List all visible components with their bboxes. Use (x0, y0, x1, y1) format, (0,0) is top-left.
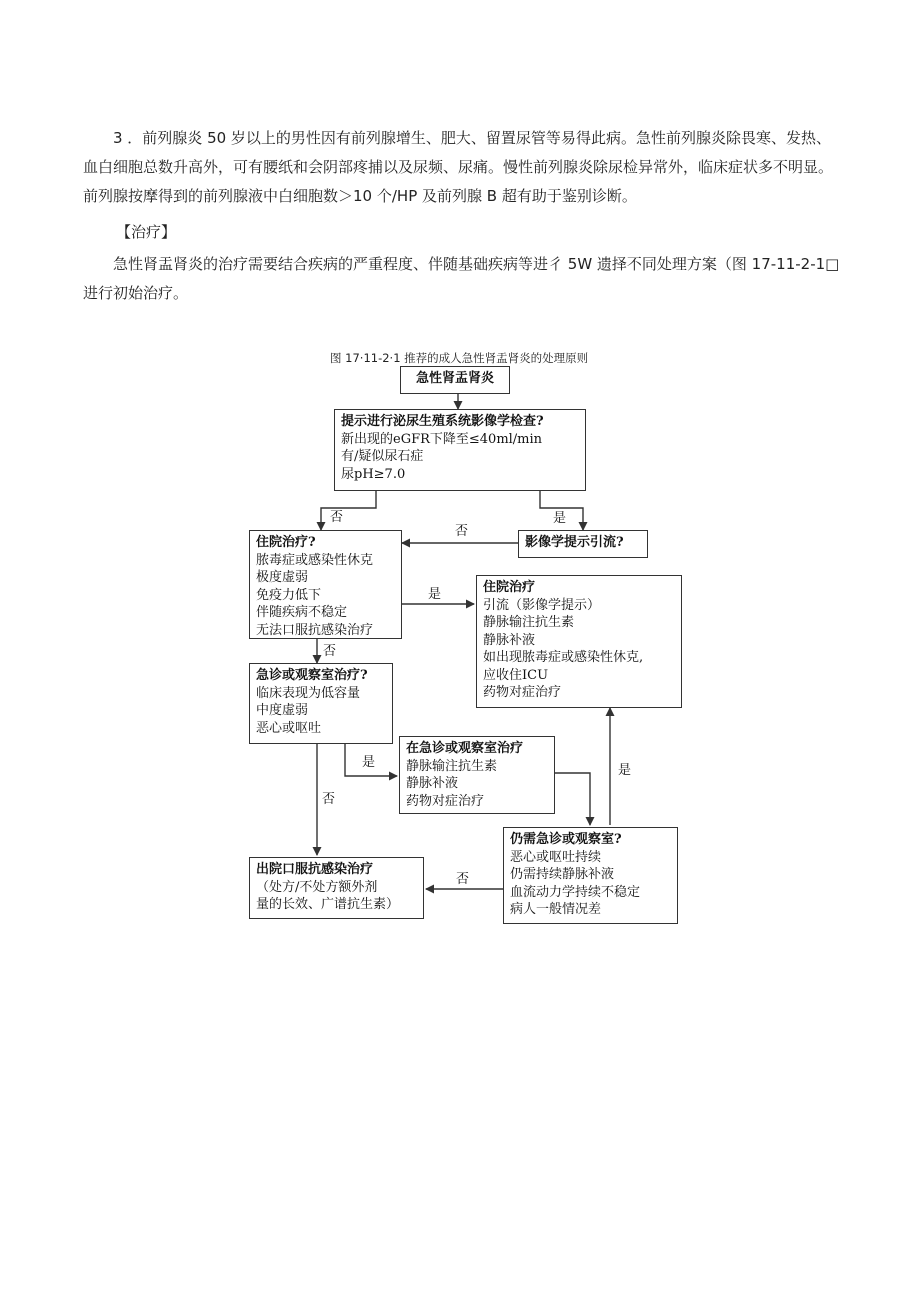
paragraph-line: 3 ．前列腺炎 50 岁以上的男性因有前列腺增生、肥大、留置尿管等易得此病。急性前列腺炎除畏寒、发热、 (113, 129, 831, 147)
paragraph-line: 前列腺按摩得到的前列腺液中白细胞数＞10 个/HP 及前列腺 B 超有助于鉴别诊断。 (83, 187, 637, 205)
box-item: 静脉输注抗生素 (406, 758, 498, 774)
box-item: 有/疑似尿石症 (341, 449, 424, 464)
box-title: 影像学提示引流? (525, 535, 624, 550)
label-yes: 是 (428, 587, 442, 602)
box-title: 提示进行泌尿生殖系统影像学检查? (341, 414, 544, 429)
box-imaging-check (334, 409, 586, 491)
box-item: 如出现脓毒症或感染性休克, (483, 650, 644, 665)
box-title: 急诊或观察室治疗? (256, 668, 368, 683)
box-title: 住院治疗 (483, 580, 536, 595)
label-no: 否 (455, 524, 469, 539)
box-item: 静脉补液 (406, 776, 459, 791)
box-hospital-treatment (476, 575, 682, 708)
box-item: 无法口服抗感染治疗 (256, 622, 374, 638)
box-still-need-er (503, 827, 678, 924)
figure-caption: 图 17·11-2·1 推荐的成人急性肾盂肾炎的处理原则 (330, 351, 589, 365)
box-item: 中度虚弱 (256, 703, 309, 718)
box-item: （处方/不处方额外剂 (256, 879, 378, 895)
arrow-er-treat-to-still-er (555, 773, 590, 825)
box-item: 病人一般情况差 (510, 902, 602, 917)
box-title: 急性肾盂肾炎 (415, 371, 494, 386)
box-item: 应收住ICU (483, 667, 549, 683)
box-item: 脓毒症或感染性休克 (256, 552, 374, 568)
label-yes: 是 (553, 511, 567, 526)
box-item: 药物对症治疗 (483, 685, 562, 700)
box-hospitalization-question (249, 530, 402, 639)
box-item: 临床表现为低容量 (256, 685, 361, 701)
box-item: 新出现的eGFR下降至≤40ml/min (341, 431, 543, 447)
box-item: 血流动力学持续不稳定 (510, 884, 641, 900)
label-yes: 是 (362, 755, 376, 770)
box-item: 量的长效、广谱抗生素） (256, 897, 400, 912)
box-er-observation-treatment (399, 736, 555, 814)
label-no: 否 (456, 872, 470, 887)
box-item: 恶心或呕吐 (256, 720, 322, 736)
paragraph-line: 血白细胞总数升高外，可有腰纸和会阴部疼捕以及尿频、尿痛。慢性前列腺炎除尿检异常外，临床症状多不明显。 (83, 158, 834, 176)
box-item: 仍需持续静脉补液 (510, 867, 615, 882)
box-title: 住院治疗? (256, 535, 316, 550)
label-no: 否 (330, 510, 344, 525)
box-item: 伴随疾病不稳定 (256, 605, 348, 620)
box-item: 药物对症治疗 (406, 793, 485, 809)
label-no: 否 (323, 644, 337, 659)
box-item: 静脉补液 (483, 632, 536, 648)
box-item: 免疫力低下 (256, 587, 322, 603)
box-item: 极度虚弱 (256, 570, 309, 585)
label-no: 否 (322, 792, 336, 807)
box-drainage-question (518, 530, 648, 558)
box-title: 仍需急诊或观察室? (510, 832, 622, 847)
box-er-observation-question (249, 663, 393, 744)
box-item: 恶心或呕吐持续 (510, 849, 602, 865)
box-title: 出院口服抗感染治疗 (256, 862, 374, 877)
box-item: 静脉输注抗生素 (483, 615, 575, 630)
box-discharge-oral-therapy (249, 857, 424, 919)
box-item: 尿pH≥7.0 (341, 466, 406, 482)
box-acute-pyelonephritis (400, 366, 510, 394)
box-title: 在急诊或观察室治疗 (406, 741, 524, 756)
section-heading-treatment: 【治疗】 (116, 223, 177, 241)
paragraph-line: 进行初始治疗。 (83, 284, 189, 302)
box-item: 引流（影像学提示） (483, 597, 601, 613)
label-yes: 是 (618, 763, 632, 778)
paragraph-line: 急性肾盂肾炎的治疗需要结合疾病的严重程度、伴随基础疾病等进彳 5W 遗择不同处理方案（图 17-11-2-1□ (113, 255, 840, 273)
